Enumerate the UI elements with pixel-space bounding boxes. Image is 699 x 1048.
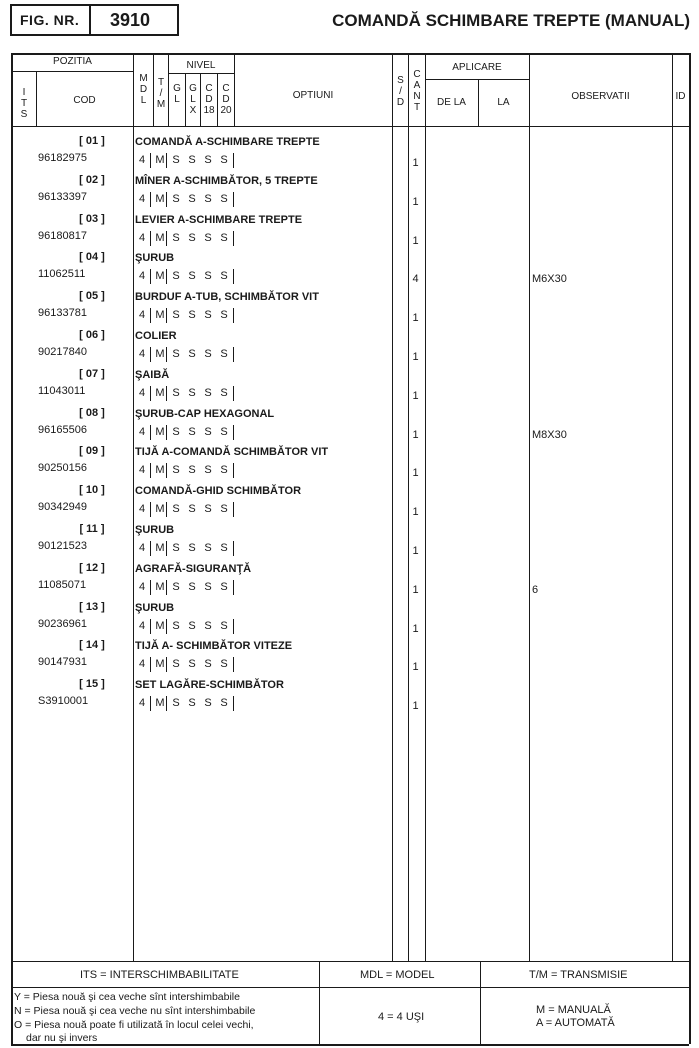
mdl-value: 4: [138, 542, 146, 554]
cell-divider: [233, 541, 234, 556]
nivel-cd20-value: S: [220, 154, 228, 166]
mdl-value: 4: [138, 348, 146, 360]
glx-header-letter: X: [189, 105, 197, 116]
part-code: 90342949: [38, 501, 87, 514]
glx-header-letter: L: [190, 94, 196, 105]
tm-value: M: [155, 386, 165, 399]
nivel-cd20-value: S: [220, 270, 228, 283]
cell-divider: [150, 541, 151, 556]
nivel-gl-value: S: [172, 231, 180, 244]
nivel-gl-value: S: [172, 154, 180, 166]
quantity: 1: [412, 195, 419, 208]
part-name: BURDUF A-TUB, SCHIMBĂTOR VIT: [135, 291, 319, 304]
cd18-header-letter: D: [205, 94, 213, 105]
cell-divider: [233, 696, 234, 711]
cell-divider: [150, 192, 151, 207]
nivel-cd18-value: S: [204, 192, 212, 205]
cod-header: COD: [73, 95, 96, 106]
de-la-header: DE LA: [437, 97, 466, 108]
part-name: SET LAGĂRE-SCHIMBĂTOR: [135, 679, 284, 692]
tm-value: M: [155, 697, 165, 710]
part-position: [ 11 ]: [79, 523, 105, 535]
part-code: 90250156: [38, 462, 87, 475]
observation: M8X30: [532, 428, 567, 441]
nivel-cd20-value: S: [220, 580, 228, 593]
part-name: TIJĂ A-COMANDĂ SCHIMBĂTOR VIT: [135, 446, 329, 459]
gl-header-letter: L: [174, 94, 180, 105]
part-code: 11085071: [38, 578, 87, 591]
quantity: 1: [412, 351, 419, 363]
nivel-cd18-value: S: [204, 386, 212, 399]
cell-divider: [150, 425, 151, 440]
table-rule-h: [168, 73, 234, 74]
tm-header-letter: M: [156, 99, 166, 110]
nivel-cd18-value: S: [204, 542, 212, 554]
tm-value: M: [155, 580, 165, 593]
quantity: 1: [412, 622, 419, 635]
quantity: 1: [412, 234, 419, 247]
part-name: ŞAIBĂ: [135, 368, 170, 381]
mdl-value: 4: [138, 270, 146, 283]
part-code: 96133397: [38, 190, 87, 203]
table-rule-h: [11, 1044, 689, 1046]
nivel-glx-value: S: [188, 580, 196, 593]
part-position: [ 05 ]: [79, 290, 105, 303]
nivel-cd20-value: S: [220, 386, 228, 399]
part-code: 96180817: [38, 229, 87, 242]
table-rule-v: [425, 53, 426, 961]
part-position: [ 15 ]: [79, 678, 105, 691]
nivel-cd18-value: S: [204, 580, 212, 593]
part-name: ŞURUB-CAP HEXAGONAL: [135, 407, 275, 420]
mdl-header-letter: D: [139, 84, 148, 95]
nivel-gl-value: S: [172, 542, 180, 554]
nivel-glx-value: S: [188, 697, 196, 710]
tm-value: M: [155, 619, 165, 632]
cell-divider: [166, 696, 167, 711]
nivel-glx-value: S: [188, 658, 196, 671]
table-rule-v: [133, 53, 134, 961]
part-position: [ 09 ]: [79, 445, 105, 458]
tm-value: M: [155, 231, 165, 244]
nivel-cd18-value: S: [204, 464, 212, 477]
cell-divider: [233, 192, 234, 207]
tm-value: M: [155, 542, 165, 554]
cd20-header-letter: D: [222, 94, 230, 105]
cell-divider: [233, 308, 234, 323]
nivel-cd18-value: S: [204, 425, 212, 438]
tm-legend-manual: M = MANUALĂ: [536, 1004, 611, 1016]
cell-divider: [233, 231, 234, 246]
pozitia-header: POZITIA: [53, 56, 92, 67]
nivel-cd20-value: S: [220, 619, 228, 632]
table-rule-v: [480, 961, 481, 1044]
cell-divider: [233, 347, 234, 362]
table-rule-h: [11, 961, 689, 962]
cell-divider: [150, 657, 151, 672]
nivel-glx-value: S: [188, 231, 196, 244]
part-position: [ 07 ]: [79, 367, 105, 380]
part-position: [ 04 ]: [79, 251, 105, 264]
nivel-cd18-value: S: [204, 270, 212, 283]
part-code: 90236961: [38, 617, 87, 630]
table-rule-v: [689, 53, 691, 1044]
cell-divider: [150, 696, 151, 711]
part-position: [ 12 ]: [79, 561, 105, 574]
nivel-header: NIVEL: [186, 60, 216, 71]
glx-header-letter: G: [189, 83, 197, 94]
cell-divider: [166, 619, 167, 634]
cell-divider: [150, 619, 151, 634]
quantity: 1: [412, 700, 419, 713]
table-rule-h: [11, 71, 133, 72]
tm-value: M: [155, 425, 165, 438]
tm-legend-auto: A = AUTOMATĂ: [536, 1017, 615, 1029]
its-legend-y: Y = Piesa nouă şi cea veche sînt intershimbabile: [14, 991, 240, 1003]
tm-value: M: [155, 464, 165, 477]
tm-value: M: [155, 270, 165, 283]
nivel-cd18-value: S: [204, 348, 212, 360]
cell-divider: [166, 657, 167, 672]
nivel-gl-value: S: [172, 503, 180, 516]
part-position: [ 08 ]: [79, 406, 105, 419]
part-name: COMANDĂ A-SCHIMBARE TREPTE: [135, 136, 320, 148]
quantity: 1: [412, 545, 419, 557]
nivel-cd18-value: S: [204, 154, 212, 166]
part-name: MÎNER A-SCHIMBĂTOR, 5 TREPTE: [135, 174, 318, 187]
observatii-header: OBSERVATII: [571, 91, 630, 102]
nivel-gl-value: S: [172, 658, 180, 671]
its-header-letter: I: [22, 87, 26, 98]
gl-header-letter: G: [173, 83, 181, 94]
cd18-header-letter: 18: [203, 105, 215, 116]
cell-divider: [233, 619, 234, 634]
nivel-glx-value: S: [188, 270, 196, 283]
cell-divider: [166, 269, 167, 284]
mdl-value: 4: [138, 231, 146, 244]
figure-number: 3910: [110, 10, 151, 30]
mdl-value: 4: [138, 309, 146, 322]
sd-header-letter: S: [397, 75, 404, 86]
table-rule-h: [11, 53, 689, 55]
nivel-glx-value: S: [188, 464, 196, 477]
part-name: ŞURUB: [135, 252, 175, 265]
quantity: 1: [412, 467, 419, 480]
mdl-value: 4: [138, 154, 146, 166]
part-code: 90217840: [38, 346, 87, 358]
quantity: 1: [412, 506, 419, 519]
mdl-value: 4: [138, 386, 146, 399]
part-code: 96165506: [38, 423, 87, 436]
quantity: 1: [412, 661, 419, 674]
figure-label: FIG. NR.: [20, 12, 80, 28]
quantity: 1: [412, 428, 419, 441]
mdl-value: 4: [138, 580, 146, 593]
cell-divider: [166, 386, 167, 401]
cell-divider: [166, 580, 167, 595]
cell-divider: [150, 269, 151, 284]
cell-divider: [233, 386, 234, 401]
mdl-value: 4: [138, 425, 146, 438]
cell-divider: [233, 580, 234, 595]
table-rule-h: [11, 126, 689, 127]
mdl-legend-value: 4 = 4 UŞI: [378, 1011, 425, 1023]
part-name: COMANDĂ-GHID SCHIMBĂTOR: [135, 485, 302, 498]
nivel-cd18-value: S: [204, 658, 212, 671]
part-position: [ 14 ]: [79, 639, 105, 652]
cell-divider: [233, 153, 234, 168]
nivel-glx-value: S: [188, 542, 196, 554]
nivel-cd18-value: S: [204, 697, 212, 710]
quantity: 4: [412, 273, 419, 286]
its-header-letter: S: [20, 109, 28, 120]
cell-divider: [166, 425, 167, 440]
part-code: S3910001: [38, 695, 89, 708]
cd20-header-letter: 20: [220, 105, 232, 116]
nivel-cd18-value: S: [204, 309, 212, 322]
part-name: ŞURUB: [135, 524, 175, 536]
quantity: 1: [412, 583, 419, 596]
part-code: 90121523: [38, 540, 87, 552]
cell-divider: [166, 502, 167, 517]
cell-divider: [166, 347, 167, 362]
cell-divider: [166, 192, 167, 207]
nivel-gl-value: S: [172, 348, 180, 360]
nivel-cd18-value: S: [204, 231, 212, 244]
table-rule-h: [11, 987, 689, 988]
cell-divider: [150, 308, 151, 323]
cant-header-letter: C: [413, 69, 421, 80]
tm-value: M: [155, 503, 165, 516]
tm-header-letter: /: [159, 88, 163, 99]
cell-divider: [233, 269, 234, 284]
nivel-cd20-value: S: [220, 309, 228, 322]
mdl-value: 4: [138, 464, 146, 477]
quantity: 1: [412, 157, 419, 169]
part-code: 11043011: [38, 384, 86, 397]
optiuni-header: OPTIUNI: [292, 90, 334, 101]
cell-divider: [150, 386, 151, 401]
tm-value: M: [155, 192, 165, 205]
part-code: 90147931: [38, 656, 87, 669]
mdl-legend-title: MDL = MODEL: [360, 969, 435, 981]
part-name: TIJĂ A- SCHIMBĂTOR VITEZE: [135, 640, 293, 653]
cell-divider: [166, 308, 167, 323]
page-title: COMANDĂ SCHIMBARE TREPTE (MANUAL): [332, 11, 690, 30]
nivel-cd20-value: S: [220, 425, 228, 438]
cell-divider: [233, 657, 234, 672]
nivel-glx-value: S: [188, 309, 196, 322]
cell-divider: [166, 541, 167, 556]
mdl-value: 4: [138, 697, 146, 710]
table-rule-v: [529, 53, 530, 961]
observation: M6X30: [532, 273, 567, 286]
table-rule-v: [392, 53, 393, 961]
nivel-cd18-value: S: [204, 503, 212, 516]
part-code: 96133781: [38, 307, 87, 320]
sd-header-letter: /: [399, 86, 402, 97]
nivel-glx-value: S: [188, 192, 196, 205]
part-name: LEVIER A-SCHIMBARE TREPTE: [135, 213, 303, 226]
nivel-glx-value: S: [188, 348, 196, 360]
tm-header-letter: T: [157, 77, 165, 88]
cell-divider: [166, 231, 167, 246]
part-name: ŞURUB: [135, 601, 175, 614]
cant-header-letter: N: [413, 91, 421, 102]
nivel-gl-value: S: [172, 270, 180, 283]
cant-header-letter: T: [413, 102, 421, 113]
nivel-gl-value: S: [172, 386, 180, 399]
part-position: [ 13 ]: [79, 600, 105, 613]
cell-divider: [150, 580, 151, 595]
nivel-gl-value: S: [172, 309, 180, 322]
part-position: [ 02 ]: [79, 173, 105, 186]
cd20-header-letter: C: [222, 83, 230, 94]
part-position: [ 01 ]: [79, 135, 105, 147]
nivel-cd20-value: S: [220, 542, 228, 554]
cell-divider: [150, 231, 151, 246]
nivel-gl-value: S: [172, 619, 180, 632]
nivel-glx-value: S: [188, 619, 196, 632]
nivel-gl-value: S: [172, 580, 180, 593]
figure-number-box: [10, 4, 179, 36]
cell-divider: [233, 463, 234, 478]
quantity: 1: [412, 312, 419, 325]
cell-divider: [150, 153, 151, 168]
part-name: AGRAFĂ-SIGURANŢĂ: [135, 562, 252, 575]
table-rule-h: [425, 79, 529, 80]
mdl-value: 4: [138, 619, 146, 632]
part-code: 11062511: [38, 268, 86, 281]
nivel-gl-value: S: [172, 425, 180, 438]
nivel-glx-value: S: [188, 154, 196, 166]
nivel-glx-value: S: [188, 386, 196, 399]
its-legend-o-cont: dar nu şi invers: [26, 1032, 98, 1044]
nivel-gl-value: S: [172, 192, 180, 205]
tm-value: M: [155, 309, 165, 322]
sd-header-letter: D: [396, 97, 405, 108]
cell-divider: [150, 502, 151, 517]
table-rule-v: [672, 53, 673, 961]
tm-value: M: [155, 154, 165, 166]
its-legend-o: O = Piesa nouă poate fi utilizată în locul celei vechi,: [14, 1019, 254, 1031]
nivel-cd20-value: S: [220, 658, 228, 671]
its-header-letter: T: [20, 98, 28, 109]
tm-legend-title: T/M = TRANSMISIE: [529, 969, 628, 981]
table-rule-v: [319, 961, 320, 1044]
part-position: [ 03 ]: [79, 212, 105, 225]
id-header: ID: [675, 91, 686, 102]
its-legend-n: N = Piesa nouă şi cea veche nu sînt intershimbabile: [14, 1005, 256, 1017]
nivel-cd18-value: S: [204, 619, 212, 632]
cd18-header-letter: C: [205, 83, 213, 94]
nivel-cd20-value: S: [220, 503, 228, 516]
table-rule-v: [11, 53, 13, 1044]
nivel-gl-value: S: [172, 697, 180, 710]
nivel-cd20-value: S: [220, 192, 228, 205]
quantity: 1: [412, 389, 419, 402]
cell-divider: [150, 463, 151, 478]
nivel-cd20-value: S: [220, 464, 228, 477]
nivel-gl-value: S: [172, 464, 180, 477]
aplicare-header: APLICARE: [452, 62, 502, 73]
part-position: [ 06 ]: [79, 329, 105, 341]
nivel-cd20-value: S: [220, 697, 228, 710]
cell-divider: [233, 502, 234, 517]
mdl-value: 4: [138, 503, 146, 516]
cell-divider: [233, 425, 234, 440]
nivel-glx-value: S: [188, 503, 196, 516]
la-header: LA: [497, 97, 510, 108]
nivel-cd20-value: S: [220, 231, 228, 244]
nivel-glx-value: S: [188, 425, 196, 438]
part-name: COLIER: [135, 330, 177, 342]
cell-divider: [166, 463, 167, 478]
observation: 6: [532, 583, 539, 596]
cant-header-letter: A: [413, 80, 421, 91]
part-position: [ 10 ]: [79, 484, 105, 497]
part-code: 96182975: [38, 152, 87, 164]
mdl-value: 4: [138, 658, 146, 671]
tm-value: M: [155, 348, 165, 360]
mdl-value: 4: [138, 192, 146, 205]
mdl-header-letter: L: [140, 95, 147, 106]
mdl-header-letter: M: [139, 73, 148, 84]
nivel-cd20-value: S: [220, 348, 228, 360]
tm-value: M: [155, 658, 165, 671]
cell-divider: [150, 347, 151, 362]
cell-divider: [166, 153, 167, 168]
its-legend-title: ITS = INTERSCHIMBABILITATE: [80, 969, 239, 981]
